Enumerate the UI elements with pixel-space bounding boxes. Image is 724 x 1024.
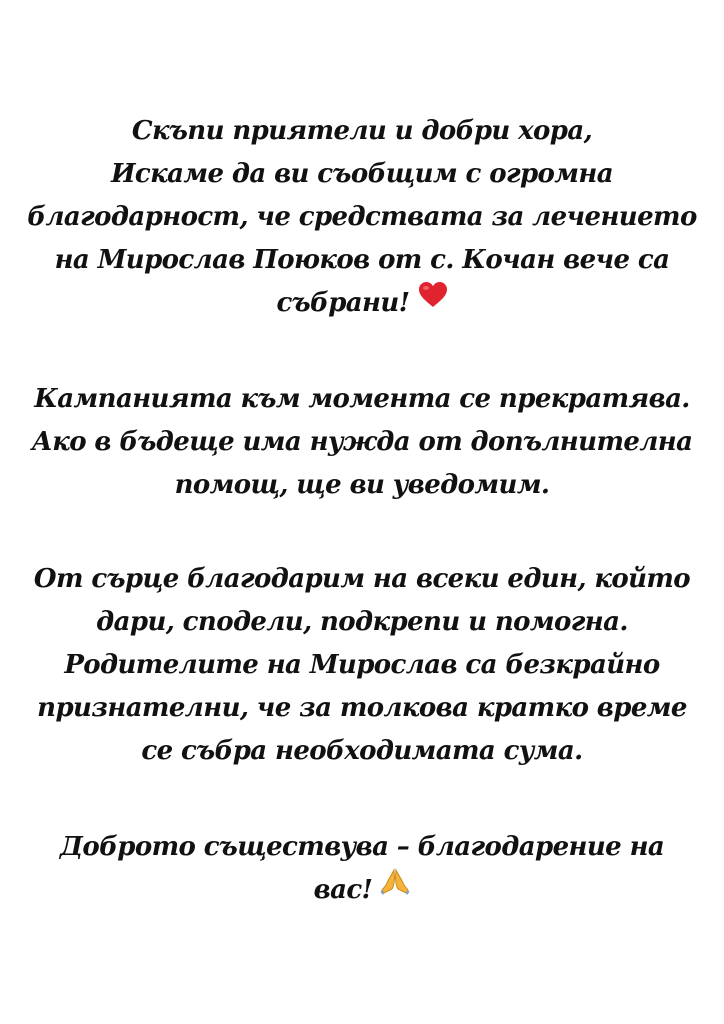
- text-line: помощ, ще ви уведомим.: [174, 470, 550, 500]
- text-line: Искаме да ви съобщим с огромна: [110, 159, 614, 189]
- text-line: Ако в бъдеще има нужда от допълнителна: [31, 427, 693, 457]
- text-line: Доброто съществува – благодарение на: [59, 832, 665, 862]
- red-heart-icon: [418, 280, 448, 323]
- text-line: вас!: [313, 875, 373, 905]
- text-line: събрани!: [276, 288, 410, 318]
- text-line: се събра необходимата сума.: [141, 736, 583, 766]
- text-line: дари, сподели, подкрепи и помогна.: [96, 607, 628, 637]
- text-line: на Мирослав Поюков от с. Кочан вече са: [54, 245, 670, 275]
- text-line-with-emoji: [0, 282, 724, 326]
- paragraph-campaign-status: [0, 378, 724, 507]
- text-line: Родителите на Мирослав са безкрайно: [64, 650, 660, 680]
- text-line: Кампанията към момента се прекратява.: [34, 384, 690, 414]
- paragraph-thanks: [0, 558, 724, 773]
- folded-hands-icon: [380, 867, 410, 910]
- text-line-with-emoji: [0, 869, 724, 913]
- paragraph-greeting: [0, 110, 724, 326]
- text-line: благодарност, че средствата за лечението: [27, 202, 697, 232]
- text-line: Скъпи приятели и добри хора,: [131, 116, 593, 146]
- text-line: признателни, че за толкова кратко време: [37, 693, 687, 723]
- paragraph-closing: [0, 826, 724, 913]
- text-line: От сърце благодарим на всеки един, който: [33, 564, 691, 594]
